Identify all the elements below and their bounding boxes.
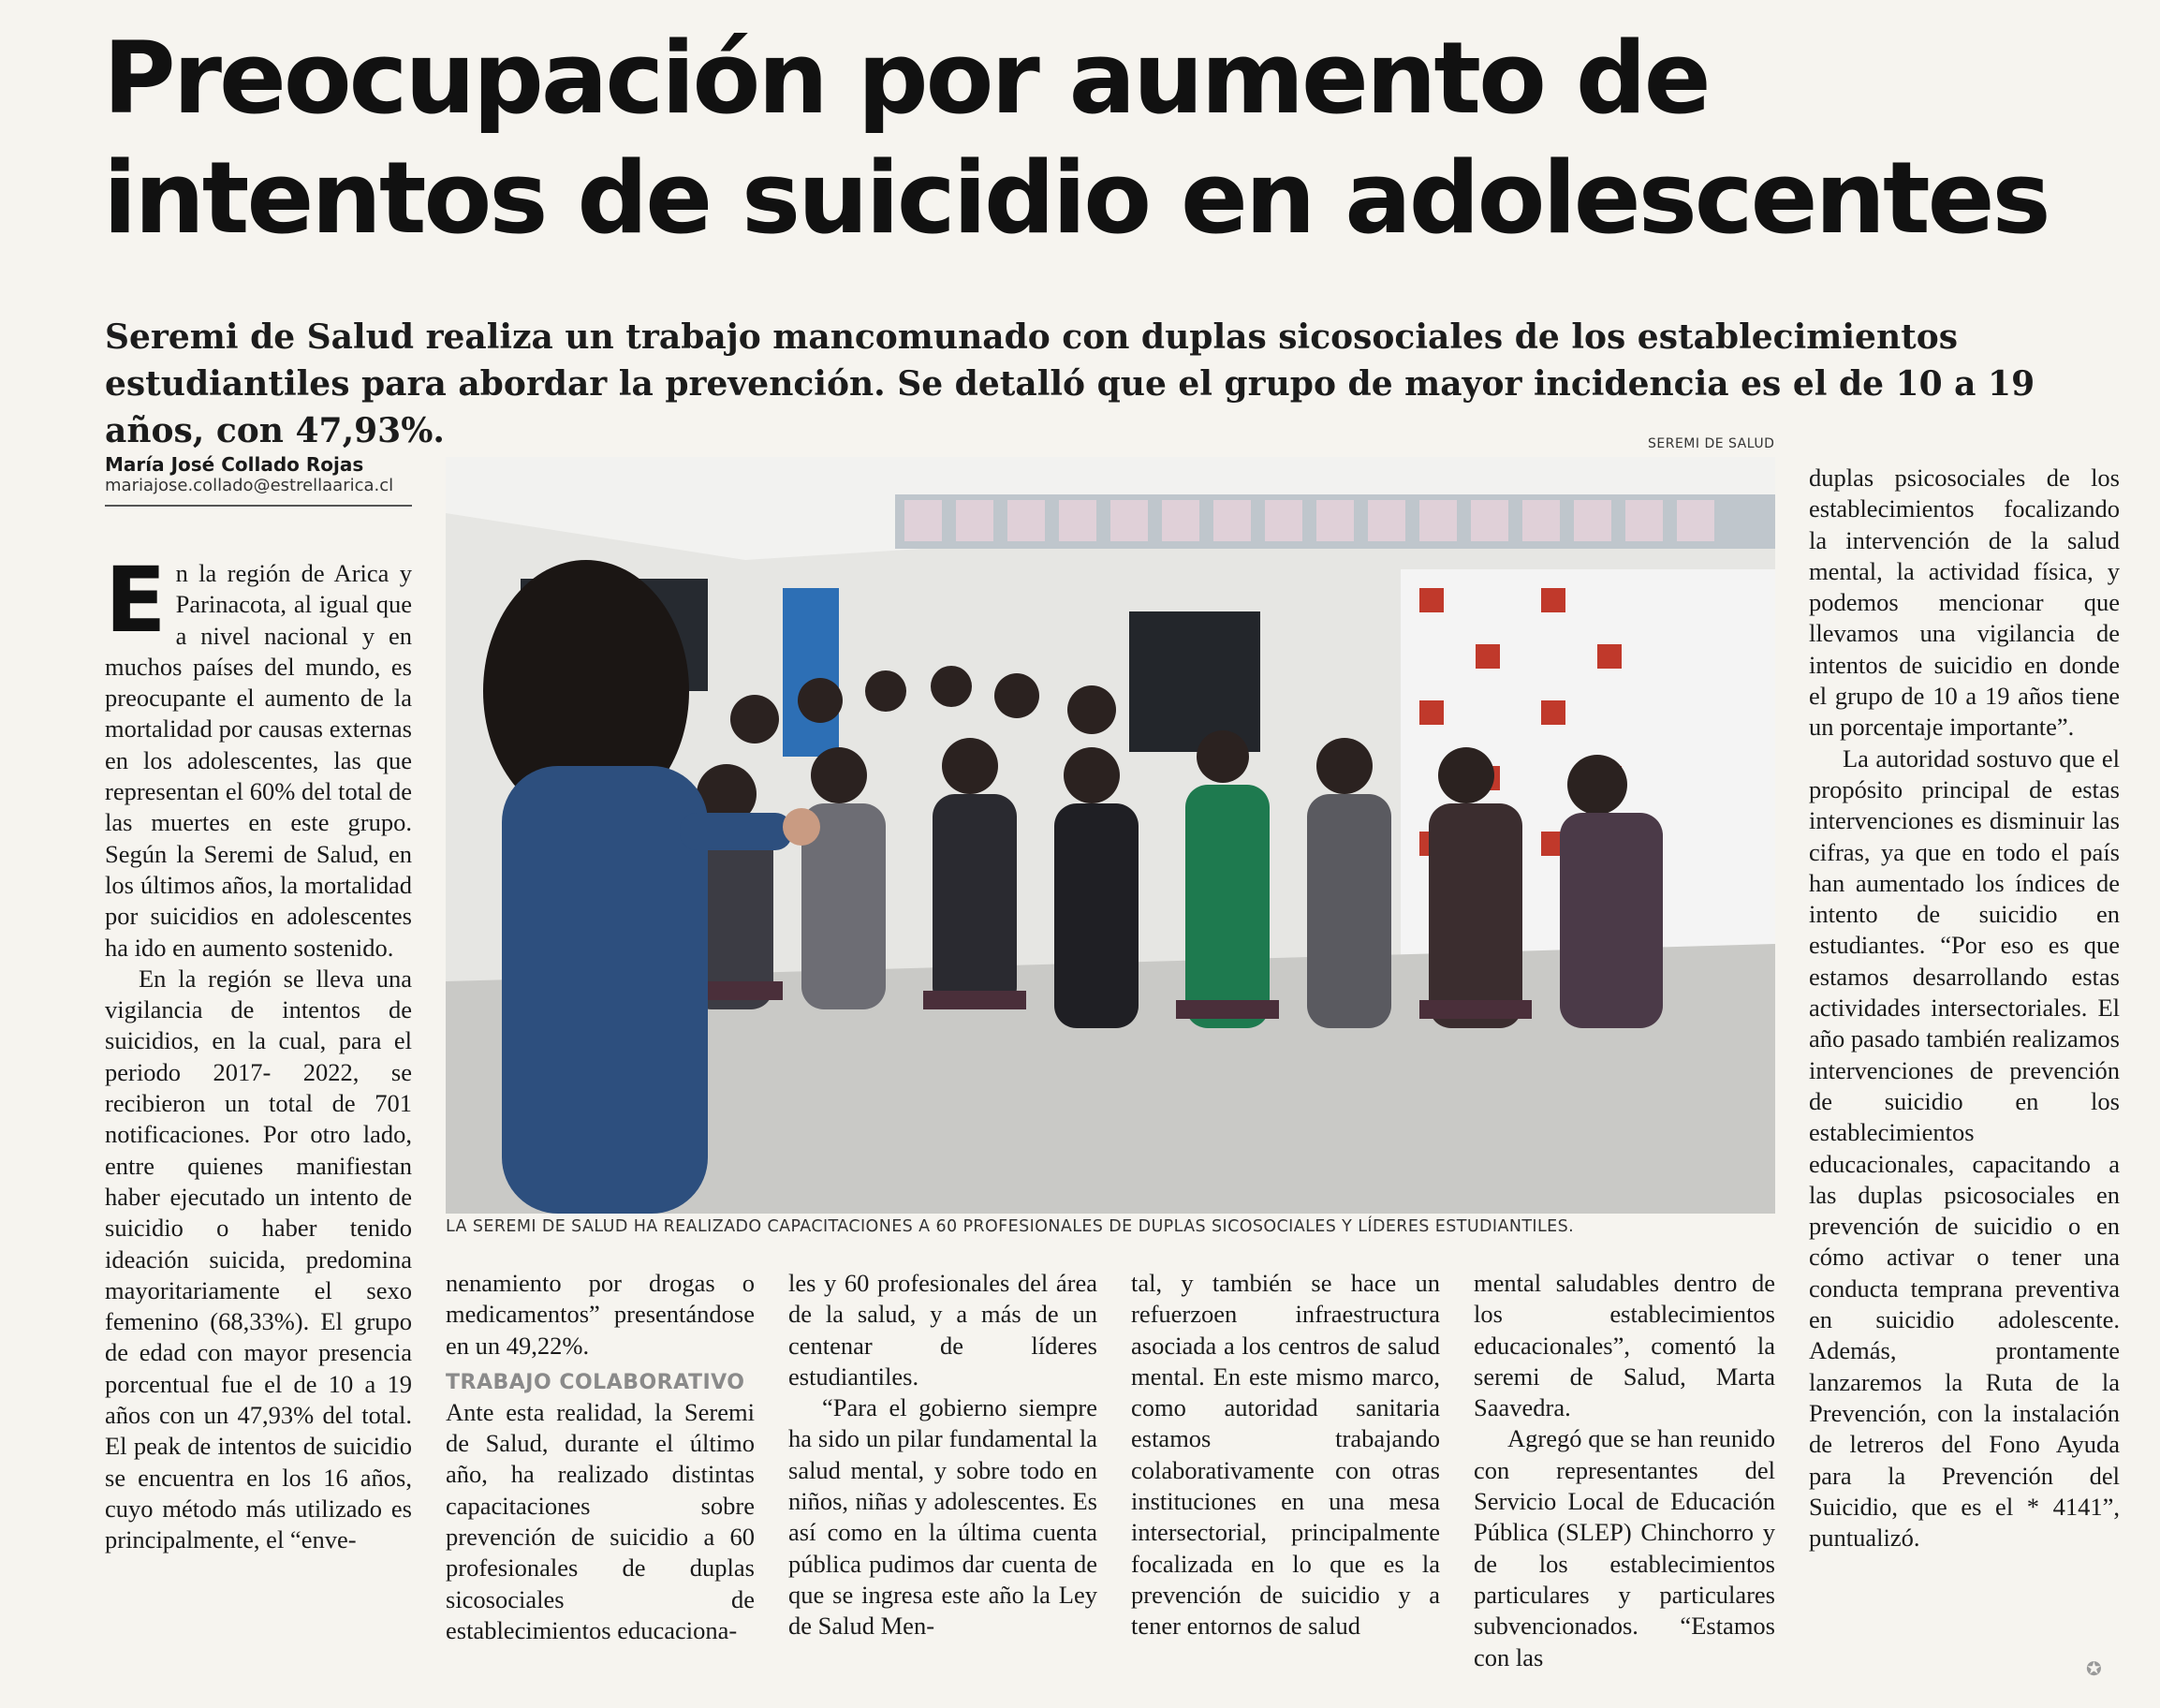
article-column-5 (1474, 1268, 1775, 1691)
deck-summary: Seremi de Salud realiza un trabajo mancomunado con duplas sicosociales de los establecimientos estudiantiles para abordar la prevención. Se detalló que el grupo de mayor incidencia es el de 10 a 19 años, con 47,93%. (105, 317, 2035, 450)
article-column-6 (1809, 463, 2120, 1691)
article-column-2 (446, 1268, 755, 1691)
headline-line-1: Preocupación por aumento de (103, 21, 1709, 136)
paragraph: “Para el gobierno siempre ha sido un pilar fundamental la salud mental, y sobre todo en niños, niñas y adolescentes. Es así como en la última cuenta pública pudimos dar cuenta de que se ingresa este año la Ley de Salud Men- (788, 1393, 1097, 1641)
event-photo (446, 457, 1775, 1214)
author-email: mariajose.collado@estrellaarica.cl (105, 476, 394, 495)
byline (105, 453, 412, 507)
paragraph: Agregó que se han reunido con representantes del Servicio Local de Educación Pública (SLEP) Chinchorro y de los establecimientos particulares y particulares subvencionados. “Estamos con las (1474, 1424, 1775, 1671)
paragraph: duplas psicosociales de los establecimientos focalizando la intervención de la salud mental, la actividad física, y podemos mencionar que llevamos una vigilancia de intentos de suicidio en donde el grupo de 10 a 19 años tiene un porcentaje importante”. (1809, 464, 2120, 742)
paragraph-text: n la región de Arica y Parinacota, al igual que a nivel nacional y en muchos países del mundo, es preocupante el aumento de la mortalidad por causas externas en los adolescentes, las que representan el 60% del total de las muertes en este grupo. Según la Seremi de Salud, en los últimos años, la mortalidad por suicidios en adolescentes ha ido en aumento sostenido. (105, 559, 412, 962)
paragraph: tal, y también se hace un refuerzoen infraestructura asociada a los centros de salud mental. En este mismo marco, como autoridad sanitaria estamos trabajando colaborativamente con otras instituciones en una mesa intersectorial, principalmente focalizada en lo que es la prevención de suicidio y a tener entornos de salud (1131, 1269, 1440, 1641)
paragraph: Ante esta realidad, la Seremi de Salud, durante el último año, ha realizado distintas capacitaciones sobre prevención de suicidio a 60 profesionales de duplas sicosociales de establecimientos educaciona- (446, 1397, 755, 1644)
section-subhead: TRABAJO COLABORATIVO (446, 1370, 745, 1394)
photo-credit: SEREMI DE SALUD (1648, 436, 1775, 451)
photo-caption: LA SEREMI DE SALUD HA REALIZADO CAPACITACIONES A 60 PROFESIONALES DE DUPLAS SICOSOCIALES Y LÍDERES ESTUDIANTILES. (446, 1217, 1575, 1236)
paragraph: La autoridad sostuvo que el propósito principal de estas intervenciones es disminuir las cifras, ya que en todo el país han aumentado los índices de intento de suicidio en estudiantes. “Por eso es que estamos desarrollando estas actividades intersectoriales. El año pasado también realizamos intervenciones de prevención de suicidio en los establecimientos educacionales, capacitando a las duplas psicosociales en prevención de suicidio o en cómo activar o tener una conducta temprana preventiva en suicidio adolescente. Además, prontamente lanzaremos la Ruta de la Prevención, con la instalación de letreros del Fono Ayuda para la Prevención del Suicidio, que es el * 4141”, puntualizó. (1809, 744, 2120, 1553)
paragraph (105, 558, 412, 964)
dropcap: E (105, 558, 167, 653)
end-mark-icon: ✪ (2086, 1657, 2102, 1680)
paragraph: nenamiento por drogas o medicamentos” presentándose en un 49,22%. (446, 1269, 755, 1360)
paragraph: mental saludables dentro de los establecimientos educacionales”, comentó la seremi de Salud, Marta Saavedra. (1474, 1269, 1775, 1422)
event-photo-illustration (446, 457, 1775, 1214)
article-column-4 (1131, 1268, 1440, 1691)
paragraph: En la región se lleva una vigilancia de intentos de suicidios, en la cual, para el periodo 2017- 2022, se recibieron un total de 701 notificaciones. Por otro lado, entre quienes manifiestan haber ejecutado un intento de suicidio o haber tenido ideación suicida, predomina mayoritariamente el sexo femenino (68,33%). El grupo de edad con mayor presencia porcentual fue el de 10 a 19 años con un 47,93% del total. El peak de intentos de suicidio se encuentra en los 16 años, cuyo método más utilizado es principalmente, el “enve- (105, 964, 412, 1554)
author-name: María José Collado Rojas (105, 453, 364, 476)
paragraph: les y 60 profesionales del área de la salud, y a más de un centenar de líderes estudiantiles. (788, 1269, 1097, 1391)
article-column-1 (105, 558, 412, 1691)
article-column-3 (788, 1268, 1097, 1691)
headline-line-2: intentos de suicidio en adolescentes (103, 140, 2049, 256)
headline (103, 19, 2116, 258)
